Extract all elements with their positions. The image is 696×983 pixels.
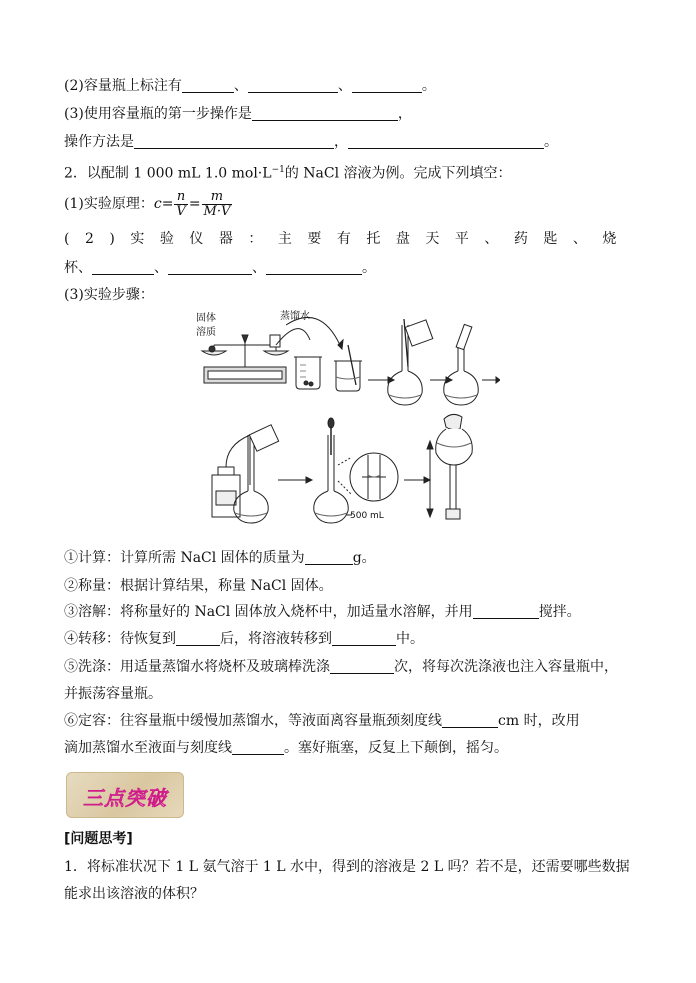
answer-blank[interactable] bbox=[348, 134, 544, 149]
text: 次，将每次洗涤液也注入容量瓶中， bbox=[394, 659, 618, 675]
answer-blank[interactable] bbox=[442, 713, 498, 728]
text: ③溶解：将称量好的 NaCl 固体放入烧杯中，加适量水溶解，并用 bbox=[64, 604, 473, 620]
text: 杯、 bbox=[64, 260, 92, 276]
text: (3)使用容量瓶的第一步操作是 bbox=[64, 106, 252, 122]
text: (2)实验仪器：主要有托盘天平、药匙、烧 bbox=[64, 231, 632, 247]
text: 操作方法是 bbox=[64, 134, 134, 150]
answer-blank[interactable] bbox=[473, 604, 539, 619]
text: 滴加蒸馏水至液面与刻度线 bbox=[64, 740, 232, 756]
text: 的 NaCl 溶液为例。完成下列填空： bbox=[284, 165, 512, 182]
principle-line bbox=[64, 188, 233, 220]
answer-blank[interactable] bbox=[352, 78, 422, 93]
text: (3)实验步骤： bbox=[64, 287, 154, 303]
magnifier-circle bbox=[338, 453, 398, 501]
step-2 bbox=[64, 576, 333, 596]
text: 中。 bbox=[396, 631, 424, 647]
text: 1．将标准状况下 1 L 氨气溶于 1 L 水中，得到的溶液是 2 L 吗？若不是，还需要哪些数据 bbox=[64, 859, 630, 875]
text: 。 bbox=[362, 260, 376, 276]
answer-blank[interactable] bbox=[182, 78, 234, 93]
text: = bbox=[188, 196, 201, 212]
text: ⑥定容：往容量瓶中缓慢加蒸馏水，等液面离容量瓶颈刻度线 bbox=[64, 713, 442, 729]
step-6-cont bbox=[64, 738, 508, 758]
answer-blank[interactable] bbox=[134, 134, 334, 149]
step-6 bbox=[64, 711, 580, 731]
answer-blank[interactable] bbox=[266, 260, 362, 275]
label-solute: 溶质 bbox=[196, 327, 216, 338]
text: 、 bbox=[252, 260, 266, 276]
inverting-flask bbox=[427, 414, 472, 519]
formula-symbol: c bbox=[153, 196, 162, 212]
text: 搅拌。 bbox=[538, 604, 581, 620]
question-1-line-2 bbox=[64, 884, 204, 904]
text: g。 bbox=[352, 550, 376, 566]
text: 能求出该溶液的体积？ bbox=[64, 886, 204, 902]
text: (2)容量瓶上标注有 bbox=[64, 78, 182, 94]
text: cm 时，改用 bbox=[498, 713, 580, 729]
answer-blank[interactable] bbox=[168, 260, 252, 275]
label-solid: 固体 bbox=[196, 313, 216, 324]
thinking-title bbox=[64, 829, 133, 849]
steps-title bbox=[64, 285, 154, 305]
text: ， bbox=[397, 106, 412, 122]
text: ⑤洗涤：用适量蒸馏水将烧杯及玻璃棒洗涤 bbox=[64, 659, 330, 675]
beaker-2 bbox=[334, 345, 362, 391]
text: 后，将溶液转移到 bbox=[220, 631, 332, 647]
text: 。塞好瓶塞，反复上下颠倒，摇匀。 bbox=[284, 740, 508, 756]
volumetric-flask-4 bbox=[314, 418, 352, 523]
step-5 bbox=[64, 657, 618, 677]
q3-first-step-line bbox=[64, 104, 412, 124]
step-4 bbox=[64, 629, 424, 649]
arrow-path bbox=[276, 329, 310, 345]
numerator: n bbox=[174, 190, 187, 205]
beaker-1 bbox=[294, 357, 322, 389]
balance-illustration bbox=[202, 335, 288, 383]
q2-label-line bbox=[64, 76, 436, 96]
q3-method-line bbox=[64, 132, 558, 152]
numerator: m bbox=[202, 190, 233, 205]
step-3 bbox=[64, 602, 581, 622]
answer-blank[interactable] bbox=[232, 740, 284, 755]
answer-blank[interactable] bbox=[176, 631, 220, 646]
question-1-line-1 bbox=[64, 857, 630, 877]
text: 。 bbox=[544, 134, 558, 150]
answer-blank[interactable] bbox=[92, 260, 154, 275]
answer-blank[interactable] bbox=[248, 78, 338, 93]
answer-blank[interactable] bbox=[332, 631, 396, 646]
text: ④转移：待恢复到 bbox=[64, 631, 176, 647]
volumetric-flask-2 bbox=[444, 324, 478, 405]
text: 、 bbox=[233, 78, 248, 94]
section-badge bbox=[66, 772, 184, 818]
label-water: 蒸馏水 bbox=[280, 311, 310, 322]
text: [问题思考] bbox=[64, 831, 133, 847]
section2-intro bbox=[64, 160, 512, 184]
step-1 bbox=[64, 548, 376, 568]
denominator: V bbox=[176, 203, 186, 219]
reagent-bottle bbox=[212, 467, 240, 517]
badge-title: 三点突破 bbox=[83, 786, 167, 810]
text: 并振荡容量瓶。 bbox=[64, 686, 162, 702]
text: ， bbox=[334, 134, 348, 150]
answer-blank[interactable] bbox=[305, 550, 353, 565]
text: ②称量：根据计算结果，称量 NaCl 固体。 bbox=[64, 578, 333, 594]
text: 、 bbox=[154, 260, 168, 276]
text: 2．以配制 1 000 mL 1.0 mol·L bbox=[64, 165, 272, 182]
denominator: M·V bbox=[203, 203, 231, 219]
apparatus-line-2 bbox=[64, 258, 376, 278]
step-5-cont bbox=[64, 684, 162, 704]
volumetric-flask-1 bbox=[388, 319, 433, 405]
label-volume: 500 mL bbox=[350, 511, 384, 521]
text: (1)实验原理： bbox=[64, 196, 154, 212]
text: 、 bbox=[337, 78, 352, 94]
experiment-figure bbox=[190, 305, 500, 535]
fraction-n-over-v bbox=[174, 190, 187, 219]
arrow-head bbox=[338, 340, 343, 349]
text: ①计算：计算所需 NaCl 固体的质量为 bbox=[64, 550, 305, 566]
text: 。 bbox=[421, 78, 436, 94]
text: = bbox=[161, 196, 174, 212]
apparatus-line-1 bbox=[64, 229, 632, 249]
fraction-m-over-mv bbox=[202, 190, 233, 219]
answer-blank[interactable] bbox=[252, 106, 398, 121]
superscript: −1 bbox=[271, 165, 285, 175]
answer-blank[interactable] bbox=[330, 659, 394, 674]
